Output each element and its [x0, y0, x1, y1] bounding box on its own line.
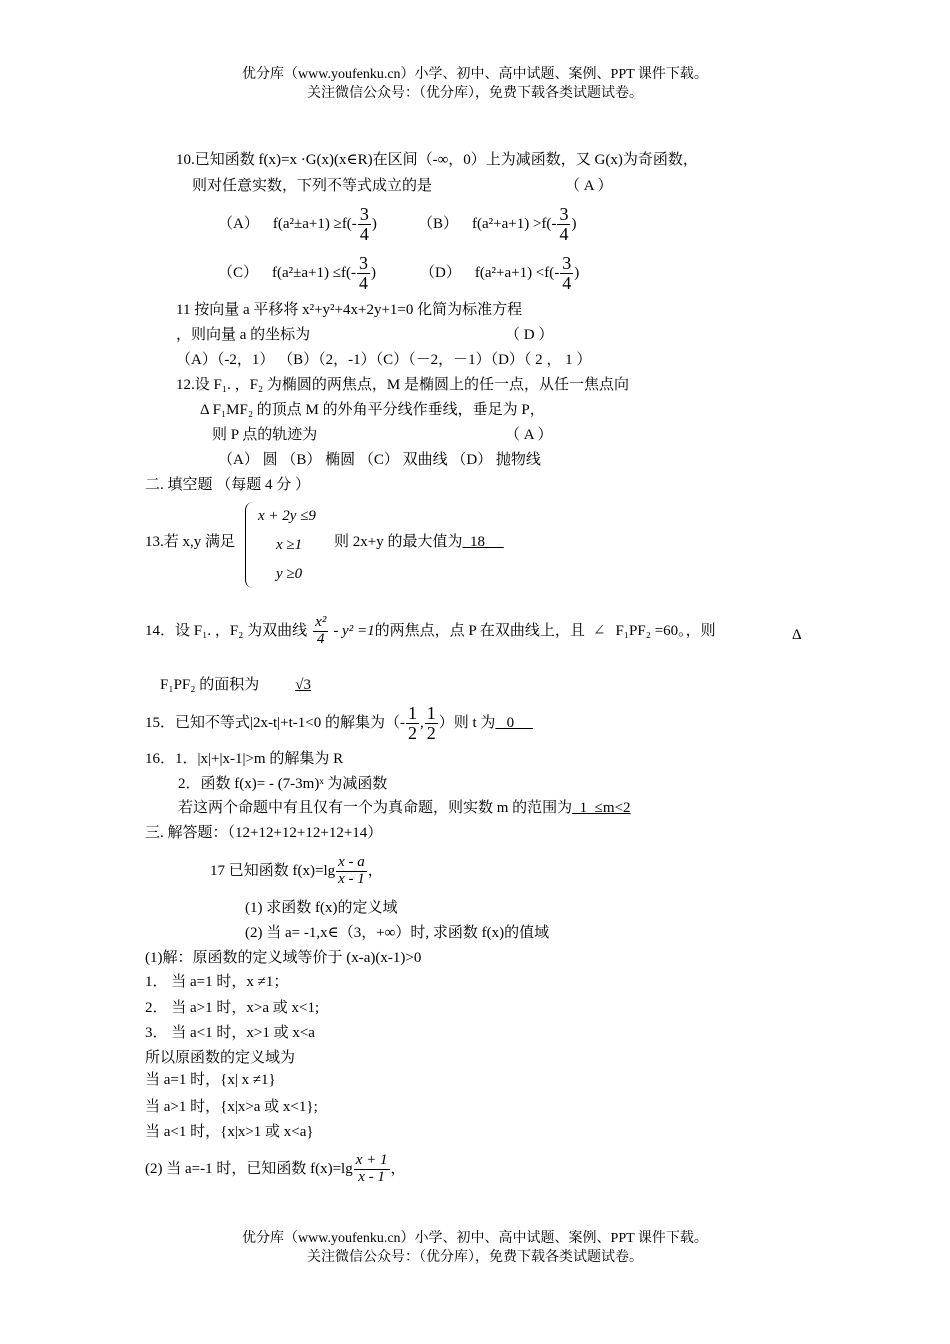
solution-line-9-text: (2) 当 a=-1 时，已知函数 f(x)=lg: [145, 1160, 353, 1177]
q12-line-3: 则 P 点的轨迹为: [212, 427, 318, 443]
section-2-title: 二. 填空题 （每题 4 分 ）: [145, 477, 311, 493]
solution-line-3: 2． 当 a>1 时，x>a 或 x<1;: [145, 1000, 320, 1016]
frac-num: x + 1: [355, 1151, 388, 1168]
q10-option-d-text: f(a²+a+1) <f(-: [474, 264, 560, 281]
frac-den: x - 1: [358, 1168, 385, 1185]
q10-line-2: 则对任意实数，下列不等式成立的是: [192, 178, 433, 194]
q14-delta: Δ: [792, 627, 802, 643]
frac-den: 2: [426, 722, 436, 743]
q10-option-a-fraction: [358, 205, 371, 244]
q11-line-1: 11 按向量 a 平移将 x²+y²+4x+2y+1=0 化简为标准方程: [176, 302, 523, 318]
frac-den: 2: [408, 722, 417, 743]
q10-option-a: [218, 202, 377, 246]
solution-fraction: [354, 1153, 390, 1186]
q13-constraint-2: x ≥1: [276, 537, 303, 553]
close-paren: ): [370, 264, 376, 281]
frac-den: 4: [358, 272, 368, 293]
q10-option-b-fraction: [557, 205, 570, 244]
q11-line-2: ，则向量 a 的坐标为: [176, 327, 311, 343]
q14-line-2: [160, 678, 337, 693]
q12-options: （A） 圆 （B） 椭圆 （C） 双曲线 （D） 抛物线: [218, 452, 541, 468]
q10-option-d: [420, 251, 579, 295]
solution-line-8: 当 a<1 时，{x|x>1 或 x<a}: [145, 1124, 314, 1140]
close-paren: ): [574, 264, 580, 281]
q13-answer: 18: [462, 534, 504, 550]
frac-num: x²: [315, 613, 327, 630]
q14-text-a: 14．设 F₁. ，F₂ 为双曲线: [145, 622, 308, 639]
frac-den: 4: [559, 223, 569, 244]
q12-answer: （ A ）: [505, 427, 553, 443]
q10-option-c-text: f(a²±a+1) ≤f(-: [272, 264, 356, 281]
q10-option-d-label: （D）: [420, 264, 461, 281]
comma: ,: [420, 714, 424, 731]
q10-option-c-label: （C）: [218, 264, 259, 281]
frac-num: 1: [426, 702, 436, 723]
solution-line-2: 1． 当 a=1 时，x ≠1；: [145, 974, 289, 990]
q17-suffix: ，: [367, 862, 383, 879]
solution-line-7: 当 a>1 时，{x|x>a 或 x<1};: [145, 1099, 318, 1115]
q11-options: （A）（-2，1） （B）（2，-1）（C）（－2，－1）（D）（ 2 ， 1 ）: [176, 352, 592, 368]
q10-option-a-label: （A）: [218, 215, 259, 232]
q16-question: 若这两个命题中有且仅有一个为真命题，则实数 m 的范围为: [178, 800, 573, 816]
q17-line: [210, 848, 383, 894]
q15-text: 15．已知不等式|2x-t|+t-1<0 的解集为（-: [145, 714, 405, 731]
frac-den: 4: [562, 272, 572, 293]
q14-fraction: [313, 615, 328, 648]
q12-line-1: 12.设 F₁. ，F₂ 为椭圆的两焦点，M 是椭圆上的任一点，从任一焦点向: [176, 377, 629, 393]
q14-text-b: 的两焦点，点 P 在双曲线上，且: [374, 622, 585, 639]
frac-num: 3: [562, 252, 572, 273]
solution-line-6: 当 a=1 时，{x| x ≠1}: [145, 1072, 276, 1088]
section-3-title: 三. 解答题：（12+12+12+12+12+14）: [145, 825, 383, 841]
q16-answer: 1 ≤m<2: [572, 800, 631, 816]
close-paren: ): [571, 215, 577, 232]
q15-answer: 0: [495, 714, 533, 731]
solution-line-9-suffix: ，: [390, 1160, 406, 1177]
frac-den: x - 1: [338, 870, 365, 887]
q14-equation-tail: - y² =1: [333, 622, 375, 639]
q10-option-b: [418, 202, 576, 246]
q16-line-1: 16．1．|x|+|x-1|>m 的解集为 R: [145, 751, 344, 767]
q17-part-1: (1) 求函数 f(x)的定义域: [245, 900, 398, 916]
q14-text-c: F₁PF₂ =60。，则: [615, 622, 716, 639]
frac-num: 3: [359, 203, 369, 224]
close-paren: ): [371, 215, 377, 232]
q10-line-1: 10.已知函数 f(x)=x ·G(x)(x∈R)在区间（-∞，0）上为减函数，又 G(x)为奇函数，: [176, 152, 698, 168]
q10-option-c-fraction: [357, 254, 370, 293]
q15-fraction-1: [406, 704, 419, 743]
q10-option-a-text: f(a²±a+1) ≥f(-: [272, 215, 357, 232]
q12-line-2: Δ F₁MF₂ 的顶点 M 的外角平分线作垂线，垂足为 P，: [200, 402, 545, 418]
q13-constraint-3: y ≥0: [276, 566, 303, 582]
solution-line-9: [145, 1146, 406, 1192]
angle-icon: ∠: [592, 622, 606, 639]
frac-num: 3: [358, 252, 368, 273]
q13-question: 则 2x+y 的最大值为: [334, 534, 463, 550]
q14-answer: √3: [295, 677, 311, 693]
q13-constraint-1: x + 2y ≤9: [258, 508, 316, 524]
q14-area-text: F₁PF₂ 的面积为: [160, 677, 260, 693]
frac-den: 4: [316, 630, 325, 647]
q10-option-b-text: f(a²+a+1) >f(-: [472, 215, 557, 232]
frac-num: x - a: [338, 853, 365, 870]
q10-option-c: [218, 251, 376, 295]
header-line-2: 关注微信公众号：（优分库），免费下载各类试题试卷。: [307, 86, 643, 101]
frac-num: 1: [408, 702, 417, 723]
q10-option-b-label: （B）: [418, 215, 459, 232]
q16-line-3: [178, 801, 631, 816]
q15-line: [145, 700, 533, 746]
q14-line-1: [145, 608, 716, 654]
q13-prefix: 13.若 x,y 满足: [145, 534, 236, 550]
frac-num: 3: [559, 203, 569, 224]
q16-line-2: 2．函数 f(x)= - (7-3m)ˣ 为减函数: [178, 776, 388, 792]
frac-den: 4: [359, 223, 369, 244]
solution-line-1: (1)解：原函数的定义域等价于 (x-a)(x-1)>0: [145, 950, 422, 966]
header-line-1: 优分库（www.youfenku.cn）小学、初中、高中试题、案例、PPT 课件下载。: [242, 67, 708, 82]
footer-line-1: 优分库（www.youfenku.cn）小学、初中、高中试题、案例、PPT 课件下载。: [242, 1231, 708, 1246]
q13-text: [334, 535, 504, 550]
q17-part-2: (2) 当 a= -1,x∈（3，+∞）时, 求函数 f(x)的值域: [245, 925, 550, 941]
q17-text: 17 已知函数 f(x)=lg: [210, 862, 336, 879]
q11-answer: （ D ）: [505, 327, 554, 343]
q17-fraction: [336, 855, 367, 888]
solution-line-4: 3． 当 a<1 时，x>1 或 x<a: [145, 1025, 315, 1041]
q13-brace: [245, 502, 254, 588]
q10-answer: （ A ）: [565, 178, 613, 194]
q15-fraction-2: [425, 704, 438, 743]
q10-option-d-fraction: [560, 254, 573, 293]
q15-text-2: ）则 t 为: [438, 714, 496, 731]
solution-line-5: 所以原函数的定义域为: [145, 1050, 296, 1066]
footer-line-2: 关注微信公众号：（优分库），免费下载各类试题试卷。: [307, 1250, 643, 1265]
